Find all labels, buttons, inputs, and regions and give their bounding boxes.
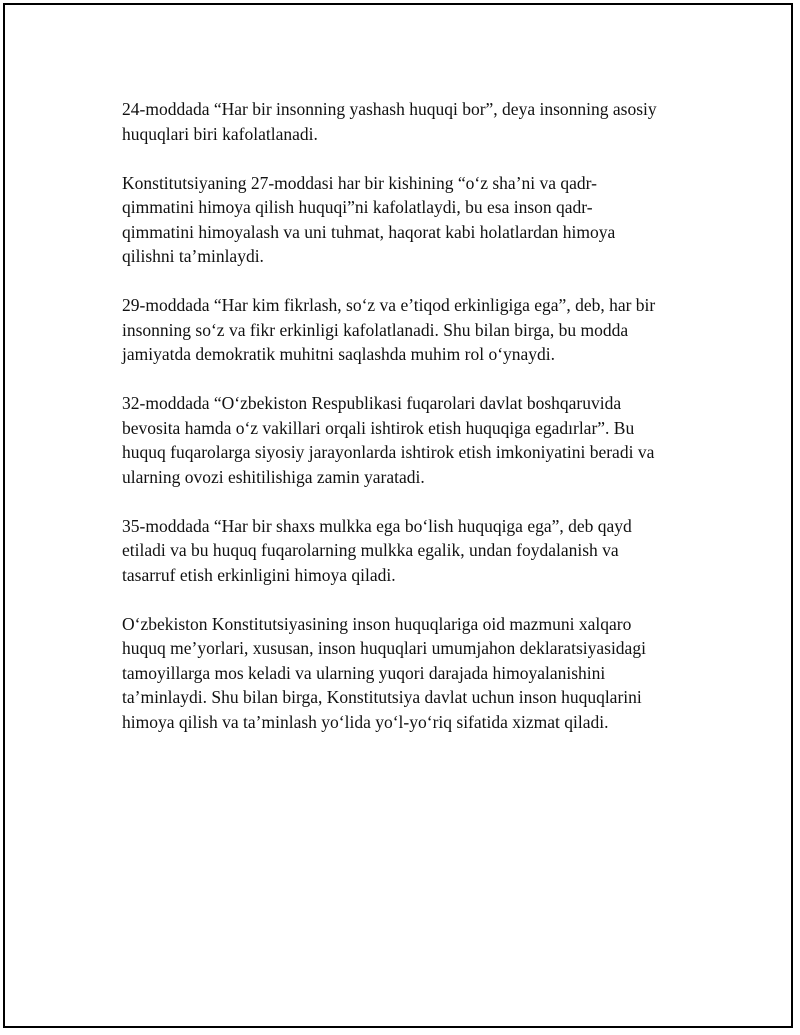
text-line: jamiyatda demokratik muhitni saqlashda muhim rol o‘ynaydi.	[122, 344, 556, 364]
document-body	[122, 97, 704, 759]
text-line: O‘zbekiston Konstitutsiyasining inson huquqlariga oid mazmuni xalqaro	[122, 613, 632, 634]
paragraph-article-24	[122, 97, 704, 146]
text-line: ularning ovozi eshitilishiga zamin yaratadi.	[122, 466, 425, 487]
text-line: 32-moddada “O‘zbekiston Respublikasi fuqarolari davlat boshqaruvida	[122, 393, 622, 413]
text-line: etiladi va bu huquq fuqarolarning mulkka egalik, undan foydalanish va	[122, 540, 619, 560]
paragraph-article-29	[122, 293, 704, 367]
text-line: bevosita hamda o‘z vakillari orqali ishtirok etish huquqiga egadırlar”. Bu	[122, 417, 635, 438]
text-line: qimmatini himoya qilish huquqi”ni kafolatlaydi, bu esa inson qadr-	[122, 197, 593, 217]
text-line: qimmatini himoyalash va uni tuhmat, haqorat kabi holatlardan himoya	[122, 221, 616, 242]
text-line: huquqlari biri kafolatlanadi.	[122, 123, 318, 144]
page-frame	[3, 3, 793, 1028]
text-line: 35-moddada “Har bir shaxs mulkka ega bo‘lish huquqiga ega”, deb qayd	[122, 515, 632, 536]
text-line: tasarruf etish erkinligini himoya qiladi.	[122, 564, 396, 585]
paragraph-article-27	[122, 171, 704, 269]
text-line: Konstitutsiyaning 27-moddasi har bir kishining “o‘z sha’ni va qadr-	[122, 172, 597, 193]
text-line: 24-moddada “Har bir insonning yashash huquqi bor”, deya insonning asosiy	[122, 99, 657, 119]
paragraph-conclusion	[122, 612, 704, 735]
text-line: ta’minlaydi. Shu bilan birga, Konstitutsiya davlat uchun inson huquqlarini	[122, 687, 642, 707]
text-line: insonning so‘z va fikr erkinligi kafolatlanadi. Shu bilan birga, bu modda	[122, 319, 629, 340]
text-line: 29-moddada “Har kim fikrlash, so‘z va e’tiqod erkinligiga ega”, deb, har bir	[122, 295, 656, 315]
text-line: tamoyillarga mos keladi va ularning yuqori darajada himoyalanishini	[122, 662, 606, 683]
text-line: huquq fuqarolarga siyosiy jarayonlarda ishtirok etish imkoniyatini beradi va	[122, 442, 655, 462]
text-line: himoya qilish va ta’minlash yo‘lida yo‘l-yo‘riq sifatida xizmat qiladi.	[122, 711, 609, 732]
paragraph-article-35	[122, 514, 704, 588]
text-line: qilishni ta’minlaydi.	[122, 246, 264, 266]
text-line: huquq me’yorlari, xususan, inson huquqlari umumjahon deklaratsiyasidagi	[122, 638, 646, 658]
paragraph-article-32	[122, 391, 704, 489]
